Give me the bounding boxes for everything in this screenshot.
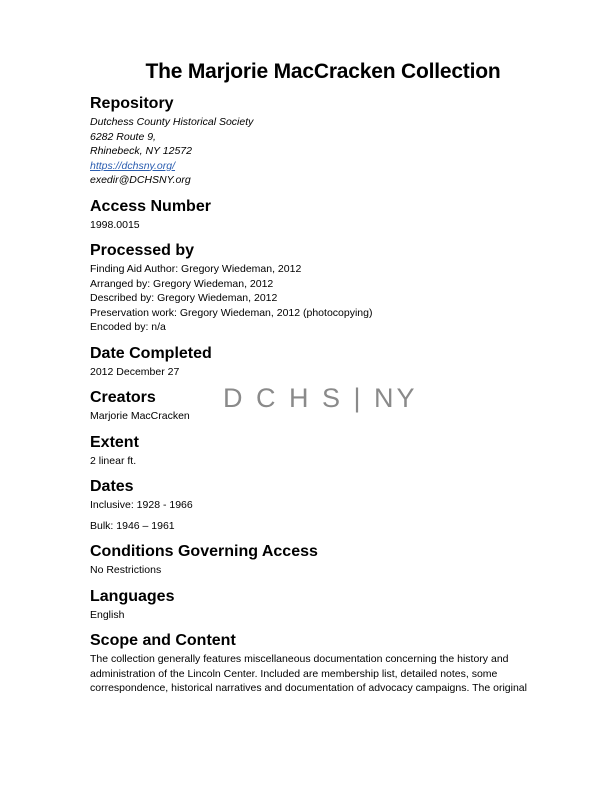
processed-by-line: Described by: Gregory Wiedeman, 2012 — [90, 292, 278, 304]
access-number-value: 1998.0015 — [90, 218, 140, 231]
extent-value: 2 linear ft. — [90, 454, 137, 467]
date-completed-value: 2012 December 27 — [90, 365, 180, 378]
dates-bulk: Bulk: 1946 – 1961 — [90, 519, 175, 532]
dates-inclusive: Inclusive: 1928 - 1966 — [90, 499, 193, 511]
section-dates — [90, 476, 540, 533]
document-body — [90, 93, 540, 704]
conditions-value: No Restrictions — [90, 564, 162, 576]
scope-heading: Scope and Content — [90, 632, 236, 649]
processed-by-line: Encoded by: n/a — [90, 321, 166, 333]
scope-line: correspondence, historical narratives and documentation of advocacy campaigns. The original — [90, 682, 527, 694]
section-processed-by — [90, 240, 540, 335]
section-creators — [90, 387, 540, 424]
processed-by-line: Preservation work: Gregory Wiedeman, 2012 (photocopying) — [90, 306, 373, 319]
repository-heading: Repository — [90, 95, 174, 112]
section-scope-content — [90, 630, 540, 696]
processed-by-heading: Processed by — [90, 242, 195, 259]
processed-by-line: Arranged by: Gregory Wiedeman, 2012 — [90, 277, 274, 290]
scope-line: The collection generally features miscellaneous documentation concerning the history and — [90, 653, 509, 665]
conditions-heading: Conditions Governing Access — [90, 543, 318, 560]
languages-value: English — [90, 608, 125, 621]
repository-line: 6282 Route 9, — [90, 130, 156, 143]
extent-heading: Extent — [90, 433, 139, 451]
creators-value: Marjorie MacCracken — [90, 410, 190, 422]
section-date-completed — [90, 343, 540, 380]
access-number-heading: Access Number — [90, 197, 211, 215]
processed-by-line: Finding Aid Author: Gregory Wiedeman, 2012 — [90, 263, 302, 275]
page-title: The Marjorie MacCracken Collection — [145, 60, 501, 83]
date-completed-heading: Date Completed — [90, 344, 212, 362]
creators-heading: Creators — [90, 389, 156, 406]
section-languages — [90, 586, 540, 623]
section-access-number — [90, 196, 540, 233]
repository-email: exedir@DCHSNY.org — [90, 174, 191, 186]
section-extent — [90, 432, 540, 469]
repository-line: Dutchess County Historical Society — [90, 116, 254, 128]
languages-heading: Languages — [90, 587, 175, 605]
repository-website-link[interactable]: https://dchsny.org/ — [90, 159, 176, 172]
repository-line: Rhinebeck, NY 12572 — [90, 145, 192, 157]
section-repository — [90, 93, 540, 188]
watermark-logo: D C H S | NY — [223, 383, 418, 413]
dates-heading: Dates — [90, 478, 134, 495]
section-conditions-access — [90, 541, 540, 578]
scope-line: administration of the Lincoln Center. Included are membership list, detailed notes, some — [90, 667, 498, 680]
